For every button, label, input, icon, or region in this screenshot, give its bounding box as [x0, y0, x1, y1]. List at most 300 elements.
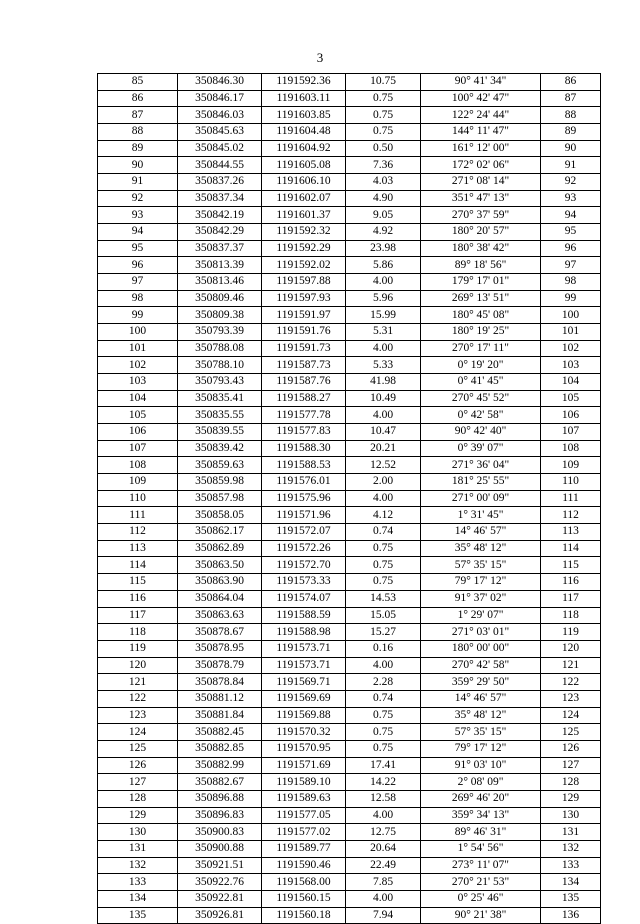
x-coordinate-cell: 350839.55 [178, 424, 262, 441]
distance-cell: 12.58 [346, 790, 421, 807]
table-row [98, 857, 601, 874]
bearing-cell: 271° 00' 09" [421, 490, 541, 507]
table-row [98, 774, 601, 791]
bearing-cell: 0° 42' 58" [421, 407, 541, 424]
point-number-cell: 120 [98, 657, 178, 674]
next-point-cell: 134 [541, 874, 601, 891]
x-coordinate-cell: 350788.08 [178, 340, 262, 357]
next-point-cell: 117 [541, 590, 601, 607]
bearing-cell: 57° 35' 15" [421, 557, 541, 574]
table-row [98, 674, 601, 691]
next-point-cell: 119 [541, 624, 601, 641]
table-row [98, 440, 601, 457]
y-coordinate-cell: 1191569.71 [262, 674, 346, 691]
y-coordinate-cell: 1191597.93 [262, 290, 346, 307]
distance-cell: 41.98 [346, 374, 421, 391]
next-point-cell: 87 [541, 90, 601, 107]
point-number-cell: 118 [98, 624, 178, 641]
bearing-cell: 35° 48' 12" [421, 540, 541, 557]
table-row [98, 507, 601, 524]
point-number-cell: 102 [98, 357, 178, 374]
table-row [98, 724, 601, 741]
distance-cell: 15.27 [346, 624, 421, 641]
x-coordinate-cell: 350881.12 [178, 690, 262, 707]
next-point-cell: 123 [541, 690, 601, 707]
table-row [98, 690, 601, 707]
point-number-cell: 85 [98, 74, 178, 91]
next-point-cell: 92 [541, 174, 601, 191]
x-coordinate-cell: 350835.55 [178, 407, 262, 424]
next-point-cell: 101 [541, 324, 601, 341]
x-coordinate-cell: 350837.26 [178, 174, 262, 191]
x-coordinate-cell: 350921.51 [178, 857, 262, 874]
x-coordinate-cell: 350878.84 [178, 674, 262, 691]
point-number-cell: 113 [98, 540, 178, 557]
y-coordinate-cell: 1191592.32 [262, 224, 346, 241]
bearing-cell: 270° 37' 59" [421, 207, 541, 224]
distance-cell: 5.96 [346, 290, 421, 307]
next-point-cell: 95 [541, 224, 601, 241]
bearing-cell: 90° 21' 38" [421, 907, 541, 924]
distance-cell: 0.75 [346, 574, 421, 591]
y-coordinate-cell: 1191571.96 [262, 507, 346, 524]
table-row [98, 240, 601, 257]
distance-cell: 4.00 [346, 340, 421, 357]
table-row [98, 624, 601, 641]
table-row [98, 640, 601, 657]
point-number-cell: 90 [98, 157, 178, 174]
table-row [98, 557, 601, 574]
next-point-cell: 100 [541, 307, 601, 324]
x-coordinate-cell: 350863.90 [178, 574, 262, 591]
y-coordinate-cell: 1191589.10 [262, 774, 346, 791]
x-coordinate-cell: 350926.81 [178, 907, 262, 924]
x-coordinate-cell: 350859.98 [178, 474, 262, 491]
bearing-cell: 1° 29' 07" [421, 607, 541, 624]
x-coordinate-cell: 350882.67 [178, 774, 262, 791]
coordinates-table-body [98, 74, 601, 924]
distance-cell: 12.75 [346, 824, 421, 841]
table-row [98, 274, 601, 291]
distance-cell: 23.98 [346, 240, 421, 257]
bearing-cell: 144° 11' 47" [421, 124, 541, 141]
x-coordinate-cell: 350845.02 [178, 140, 262, 157]
distance-cell: 4.00 [346, 274, 421, 291]
y-coordinate-cell: 1191577.02 [262, 824, 346, 841]
bearing-cell: 269° 13' 51" [421, 290, 541, 307]
point-number-cell: 126 [98, 757, 178, 774]
point-number-cell: 99 [98, 307, 178, 324]
y-coordinate-cell: 1191577.05 [262, 807, 346, 824]
x-coordinate-cell: 350882.99 [178, 757, 262, 774]
distance-cell: 20.21 [346, 440, 421, 457]
x-coordinate-cell: 350813.39 [178, 257, 262, 274]
x-coordinate-cell: 350882.45 [178, 724, 262, 741]
point-number-cell: 88 [98, 124, 178, 141]
bearing-cell: 79° 17' 12" [421, 574, 541, 591]
next-point-cell: 105 [541, 390, 601, 407]
next-point-cell: 94 [541, 207, 601, 224]
bearing-cell: 1° 54' 56" [421, 840, 541, 857]
distance-cell: 4.03 [346, 174, 421, 191]
x-coordinate-cell: 350900.83 [178, 824, 262, 841]
table-row [98, 490, 601, 507]
table-row [98, 390, 601, 407]
bearing-cell: 57° 35' 15" [421, 724, 541, 741]
bearing-cell: 35° 48' 12" [421, 707, 541, 724]
point-number-cell: 130 [98, 824, 178, 841]
table-row [98, 874, 601, 891]
point-number-cell: 131 [98, 840, 178, 857]
point-number-cell: 116 [98, 590, 178, 607]
point-number-cell: 132 [98, 857, 178, 874]
next-point-cell: 124 [541, 707, 601, 724]
point-number-cell: 94 [98, 224, 178, 241]
table-row [98, 157, 601, 174]
table-row [98, 757, 601, 774]
table-row [98, 257, 601, 274]
next-point-cell: 104 [541, 374, 601, 391]
table-row [98, 524, 601, 541]
y-coordinate-cell: 1191572.70 [262, 557, 346, 574]
y-coordinate-cell: 1191588.30 [262, 440, 346, 457]
next-point-cell: 128 [541, 774, 601, 791]
y-coordinate-cell: 1191591.73 [262, 340, 346, 357]
x-coordinate-cell: 350842.19 [178, 207, 262, 224]
next-point-cell: 121 [541, 657, 601, 674]
y-coordinate-cell: 1191606.10 [262, 174, 346, 191]
x-coordinate-cell: 350846.30 [178, 74, 262, 91]
point-number-cell: 117 [98, 607, 178, 624]
distance-cell: 22.49 [346, 857, 421, 874]
distance-cell: 0.75 [346, 124, 421, 141]
table-row [98, 807, 601, 824]
y-coordinate-cell: 1191589.77 [262, 840, 346, 857]
x-coordinate-cell: 350858.05 [178, 507, 262, 524]
table-row [98, 124, 601, 141]
x-coordinate-cell: 350882.85 [178, 740, 262, 757]
next-point-cell: 89 [541, 124, 601, 141]
next-point-cell: 112 [541, 507, 601, 524]
x-coordinate-cell: 350878.95 [178, 640, 262, 657]
bearing-cell: 91° 03' 10" [421, 757, 541, 774]
y-coordinate-cell: 1191574.07 [262, 590, 346, 607]
distance-cell: 0.75 [346, 557, 421, 574]
next-point-cell: 102 [541, 340, 601, 357]
point-number-cell: 97 [98, 274, 178, 291]
bearing-cell: 122° 24' 44" [421, 107, 541, 124]
point-number-cell: 91 [98, 174, 178, 191]
next-point-cell: 115 [541, 557, 601, 574]
x-coordinate-cell: 350900.88 [178, 840, 262, 857]
x-coordinate-cell: 350809.38 [178, 307, 262, 324]
distance-cell: 0.75 [346, 90, 421, 107]
table-row [98, 174, 601, 191]
x-coordinate-cell: 350846.17 [178, 90, 262, 107]
y-coordinate-cell: 1191592.36 [262, 74, 346, 91]
y-coordinate-cell: 1191571.69 [262, 757, 346, 774]
distance-cell: 0.75 [346, 107, 421, 124]
x-coordinate-cell: 350845.63 [178, 124, 262, 141]
y-coordinate-cell: 1191573.71 [262, 640, 346, 657]
bearing-cell: 91° 37' 02" [421, 590, 541, 607]
next-point-cell: 90 [541, 140, 601, 157]
bearing-cell: 100° 42' 47" [421, 90, 541, 107]
x-coordinate-cell: 350835.41 [178, 390, 262, 407]
distance-cell: 10.75 [346, 74, 421, 91]
distance-cell: 4.92 [346, 224, 421, 241]
table-row [98, 790, 601, 807]
bearing-cell: 359° 29' 50" [421, 674, 541, 691]
point-number-cell: 133 [98, 874, 178, 891]
point-number-cell: 123 [98, 707, 178, 724]
y-coordinate-cell: 1191587.76 [262, 374, 346, 391]
bearing-cell: 351° 47' 13" [421, 190, 541, 207]
y-coordinate-cell: 1191603.11 [262, 90, 346, 107]
point-number-cell: 127 [98, 774, 178, 791]
table-row [98, 574, 601, 591]
distance-cell: 12.52 [346, 457, 421, 474]
next-point-cell: 136 [541, 907, 601, 924]
point-number-cell: 112 [98, 524, 178, 541]
point-number-cell: 108 [98, 457, 178, 474]
bearing-cell: 359° 34' 13" [421, 807, 541, 824]
distance-cell: 0.75 [346, 707, 421, 724]
distance-cell: 0.74 [346, 690, 421, 707]
bearing-cell: 89° 18' 56" [421, 257, 541, 274]
point-number-cell: 101 [98, 340, 178, 357]
bearing-cell: 172° 02' 06" [421, 157, 541, 174]
table-row [98, 707, 601, 724]
distance-cell: 4.00 [346, 657, 421, 674]
y-coordinate-cell: 1191592.29 [262, 240, 346, 257]
distance-cell: 14.53 [346, 590, 421, 607]
distance-cell: 2.00 [346, 474, 421, 491]
table-row [98, 107, 601, 124]
distance-cell: 4.00 [346, 490, 421, 507]
x-coordinate-cell: 350793.43 [178, 374, 262, 391]
table-row [98, 224, 601, 241]
point-number-cell: 119 [98, 640, 178, 657]
distance-cell: 14.22 [346, 774, 421, 791]
bearing-cell: 14° 46' 57" [421, 690, 541, 707]
point-number-cell: 114 [98, 557, 178, 574]
point-number-cell: 125 [98, 740, 178, 757]
bearing-cell: 90° 41' 34" [421, 74, 541, 91]
point-number-cell: 89 [98, 140, 178, 157]
point-number-cell: 124 [98, 724, 178, 741]
y-coordinate-cell: 1191597.88 [262, 274, 346, 291]
next-point-cell: 98 [541, 274, 601, 291]
table-row [98, 190, 601, 207]
table-row [98, 74, 601, 91]
point-number-cell: 105 [98, 407, 178, 424]
point-number-cell: 135 [98, 907, 178, 924]
table-row [98, 90, 601, 107]
next-point-cell: 107 [541, 424, 601, 441]
y-coordinate-cell: 1191591.97 [262, 307, 346, 324]
x-coordinate-cell: 350864.04 [178, 590, 262, 607]
bearing-cell: 270° 45' 52" [421, 390, 541, 407]
table-row [98, 474, 601, 491]
bearing-cell: 180° 38' 42" [421, 240, 541, 257]
bearing-cell: 161° 12' 00" [421, 140, 541, 157]
distance-cell: 0.75 [346, 740, 421, 757]
next-point-cell: 118 [541, 607, 601, 624]
next-point-cell: 125 [541, 724, 601, 741]
y-coordinate-cell: 1191604.92 [262, 140, 346, 157]
bearing-cell: 269° 46' 20" [421, 790, 541, 807]
bearing-cell: 0° 25' 46" [421, 890, 541, 907]
table-row [98, 540, 601, 557]
x-coordinate-cell: 350842.29 [178, 224, 262, 241]
table-row [98, 140, 601, 157]
table-row [98, 424, 601, 441]
coordinates-table [97, 73, 601, 924]
table-row [98, 907, 601, 924]
next-point-cell: 93 [541, 190, 601, 207]
next-point-cell: 88 [541, 107, 601, 124]
y-coordinate-cell: 1191573.33 [262, 574, 346, 591]
distance-cell: 0.74 [346, 524, 421, 541]
next-point-cell: 129 [541, 790, 601, 807]
next-point-cell: 110 [541, 474, 601, 491]
table-row [98, 590, 601, 607]
y-coordinate-cell: 1191560.15 [262, 890, 346, 907]
x-coordinate-cell: 350839.42 [178, 440, 262, 457]
distance-cell: 9.05 [346, 207, 421, 224]
table-row [98, 407, 601, 424]
bearing-cell: 180° 45' 08" [421, 307, 541, 324]
y-coordinate-cell: 1191572.26 [262, 540, 346, 557]
x-coordinate-cell: 350863.63 [178, 607, 262, 624]
y-coordinate-cell: 1191569.69 [262, 690, 346, 707]
table-row [98, 207, 601, 224]
distance-cell: 2.28 [346, 674, 421, 691]
bearing-cell: 273° 11' 07" [421, 857, 541, 874]
next-point-cell: 113 [541, 524, 601, 541]
point-number-cell: 115 [98, 574, 178, 591]
point-number-cell: 100 [98, 324, 178, 341]
next-point-cell: 91 [541, 157, 601, 174]
bearing-cell: 181° 25' 55" [421, 474, 541, 491]
distance-cell: 0.50 [346, 140, 421, 157]
y-coordinate-cell: 1191568.00 [262, 874, 346, 891]
distance-cell: 5.33 [346, 357, 421, 374]
y-coordinate-cell: 1191592.02 [262, 257, 346, 274]
distance-cell: 15.05 [346, 607, 421, 624]
x-coordinate-cell: 350837.34 [178, 190, 262, 207]
next-point-cell: 111 [541, 490, 601, 507]
y-coordinate-cell: 1191573.71 [262, 657, 346, 674]
y-coordinate-cell: 1191604.48 [262, 124, 346, 141]
next-point-cell: 135 [541, 890, 601, 907]
y-coordinate-cell: 1191588.98 [262, 624, 346, 641]
table-row [98, 607, 601, 624]
distance-cell: 4.12 [346, 507, 421, 524]
y-coordinate-cell: 1191577.83 [262, 424, 346, 441]
bearing-cell: 89° 46' 31" [421, 824, 541, 841]
y-coordinate-cell: 1191591.76 [262, 324, 346, 341]
y-coordinate-cell: 1191602.07 [262, 190, 346, 207]
point-number-cell: 92 [98, 190, 178, 207]
next-point-cell: 106 [541, 407, 601, 424]
distance-cell: 4.00 [346, 890, 421, 907]
next-point-cell: 114 [541, 540, 601, 557]
point-number-cell: 122 [98, 690, 178, 707]
next-point-cell: 126 [541, 740, 601, 757]
bearing-cell: 0° 39' 07" [421, 440, 541, 457]
point-number-cell: 134 [98, 890, 178, 907]
y-coordinate-cell: 1191570.95 [262, 740, 346, 757]
next-point-cell: 116 [541, 574, 601, 591]
bearing-cell: 271° 36' 04" [421, 457, 541, 474]
bearing-cell: 180° 20' 57" [421, 224, 541, 241]
next-point-cell: 122 [541, 674, 601, 691]
next-point-cell: 86 [541, 74, 601, 91]
x-coordinate-cell: 350846.03 [178, 107, 262, 124]
bearing-cell: 0° 41' 45" [421, 374, 541, 391]
point-number-cell: 129 [98, 807, 178, 824]
point-number-cell: 98 [98, 290, 178, 307]
table-row [98, 324, 601, 341]
distance-cell: 10.47 [346, 424, 421, 441]
table-row [98, 307, 601, 324]
x-coordinate-cell: 350788.10 [178, 357, 262, 374]
next-point-cell: 103 [541, 357, 601, 374]
point-number-cell: 104 [98, 390, 178, 407]
x-coordinate-cell: 350862.89 [178, 540, 262, 557]
next-point-cell: 109 [541, 457, 601, 474]
point-number-cell: 96 [98, 257, 178, 274]
distance-cell: 17.41 [346, 757, 421, 774]
y-coordinate-cell: 1191605.08 [262, 157, 346, 174]
table-row [98, 374, 601, 391]
distance-cell: 7.36 [346, 157, 421, 174]
y-coordinate-cell: 1191577.78 [262, 407, 346, 424]
point-number-cell: 95 [98, 240, 178, 257]
x-coordinate-cell: 350837.37 [178, 240, 262, 257]
x-coordinate-cell: 350863.50 [178, 557, 262, 574]
bearing-cell: 180° 00' 00" [421, 640, 541, 657]
y-coordinate-cell: 1191601.37 [262, 207, 346, 224]
bearing-cell: 270° 21' 53" [421, 874, 541, 891]
y-coordinate-cell: 1191576.01 [262, 474, 346, 491]
distance-cell: 10.49 [346, 390, 421, 407]
table-row [98, 740, 601, 757]
next-point-cell: 108 [541, 440, 601, 457]
x-coordinate-cell: 350896.83 [178, 807, 262, 824]
x-coordinate-cell: 350881.84 [178, 707, 262, 724]
distance-cell: 7.94 [346, 907, 421, 924]
next-point-cell: 127 [541, 757, 601, 774]
point-number-cell: 128 [98, 790, 178, 807]
point-number-cell: 93 [98, 207, 178, 224]
y-coordinate-cell: 1191589.63 [262, 790, 346, 807]
next-point-cell: 132 [541, 840, 601, 857]
distance-cell: 4.90 [346, 190, 421, 207]
bearing-cell: 271° 08' 14" [421, 174, 541, 191]
point-number-cell: 106 [98, 424, 178, 441]
x-coordinate-cell: 350896.88 [178, 790, 262, 807]
distance-cell: 5.31 [346, 324, 421, 341]
table-row [98, 290, 601, 307]
distance-cell: 20.64 [346, 840, 421, 857]
point-number-cell: 107 [98, 440, 178, 457]
x-coordinate-cell: 350878.79 [178, 657, 262, 674]
table-row [98, 340, 601, 357]
bearing-cell: 270° 42' 58" [421, 657, 541, 674]
